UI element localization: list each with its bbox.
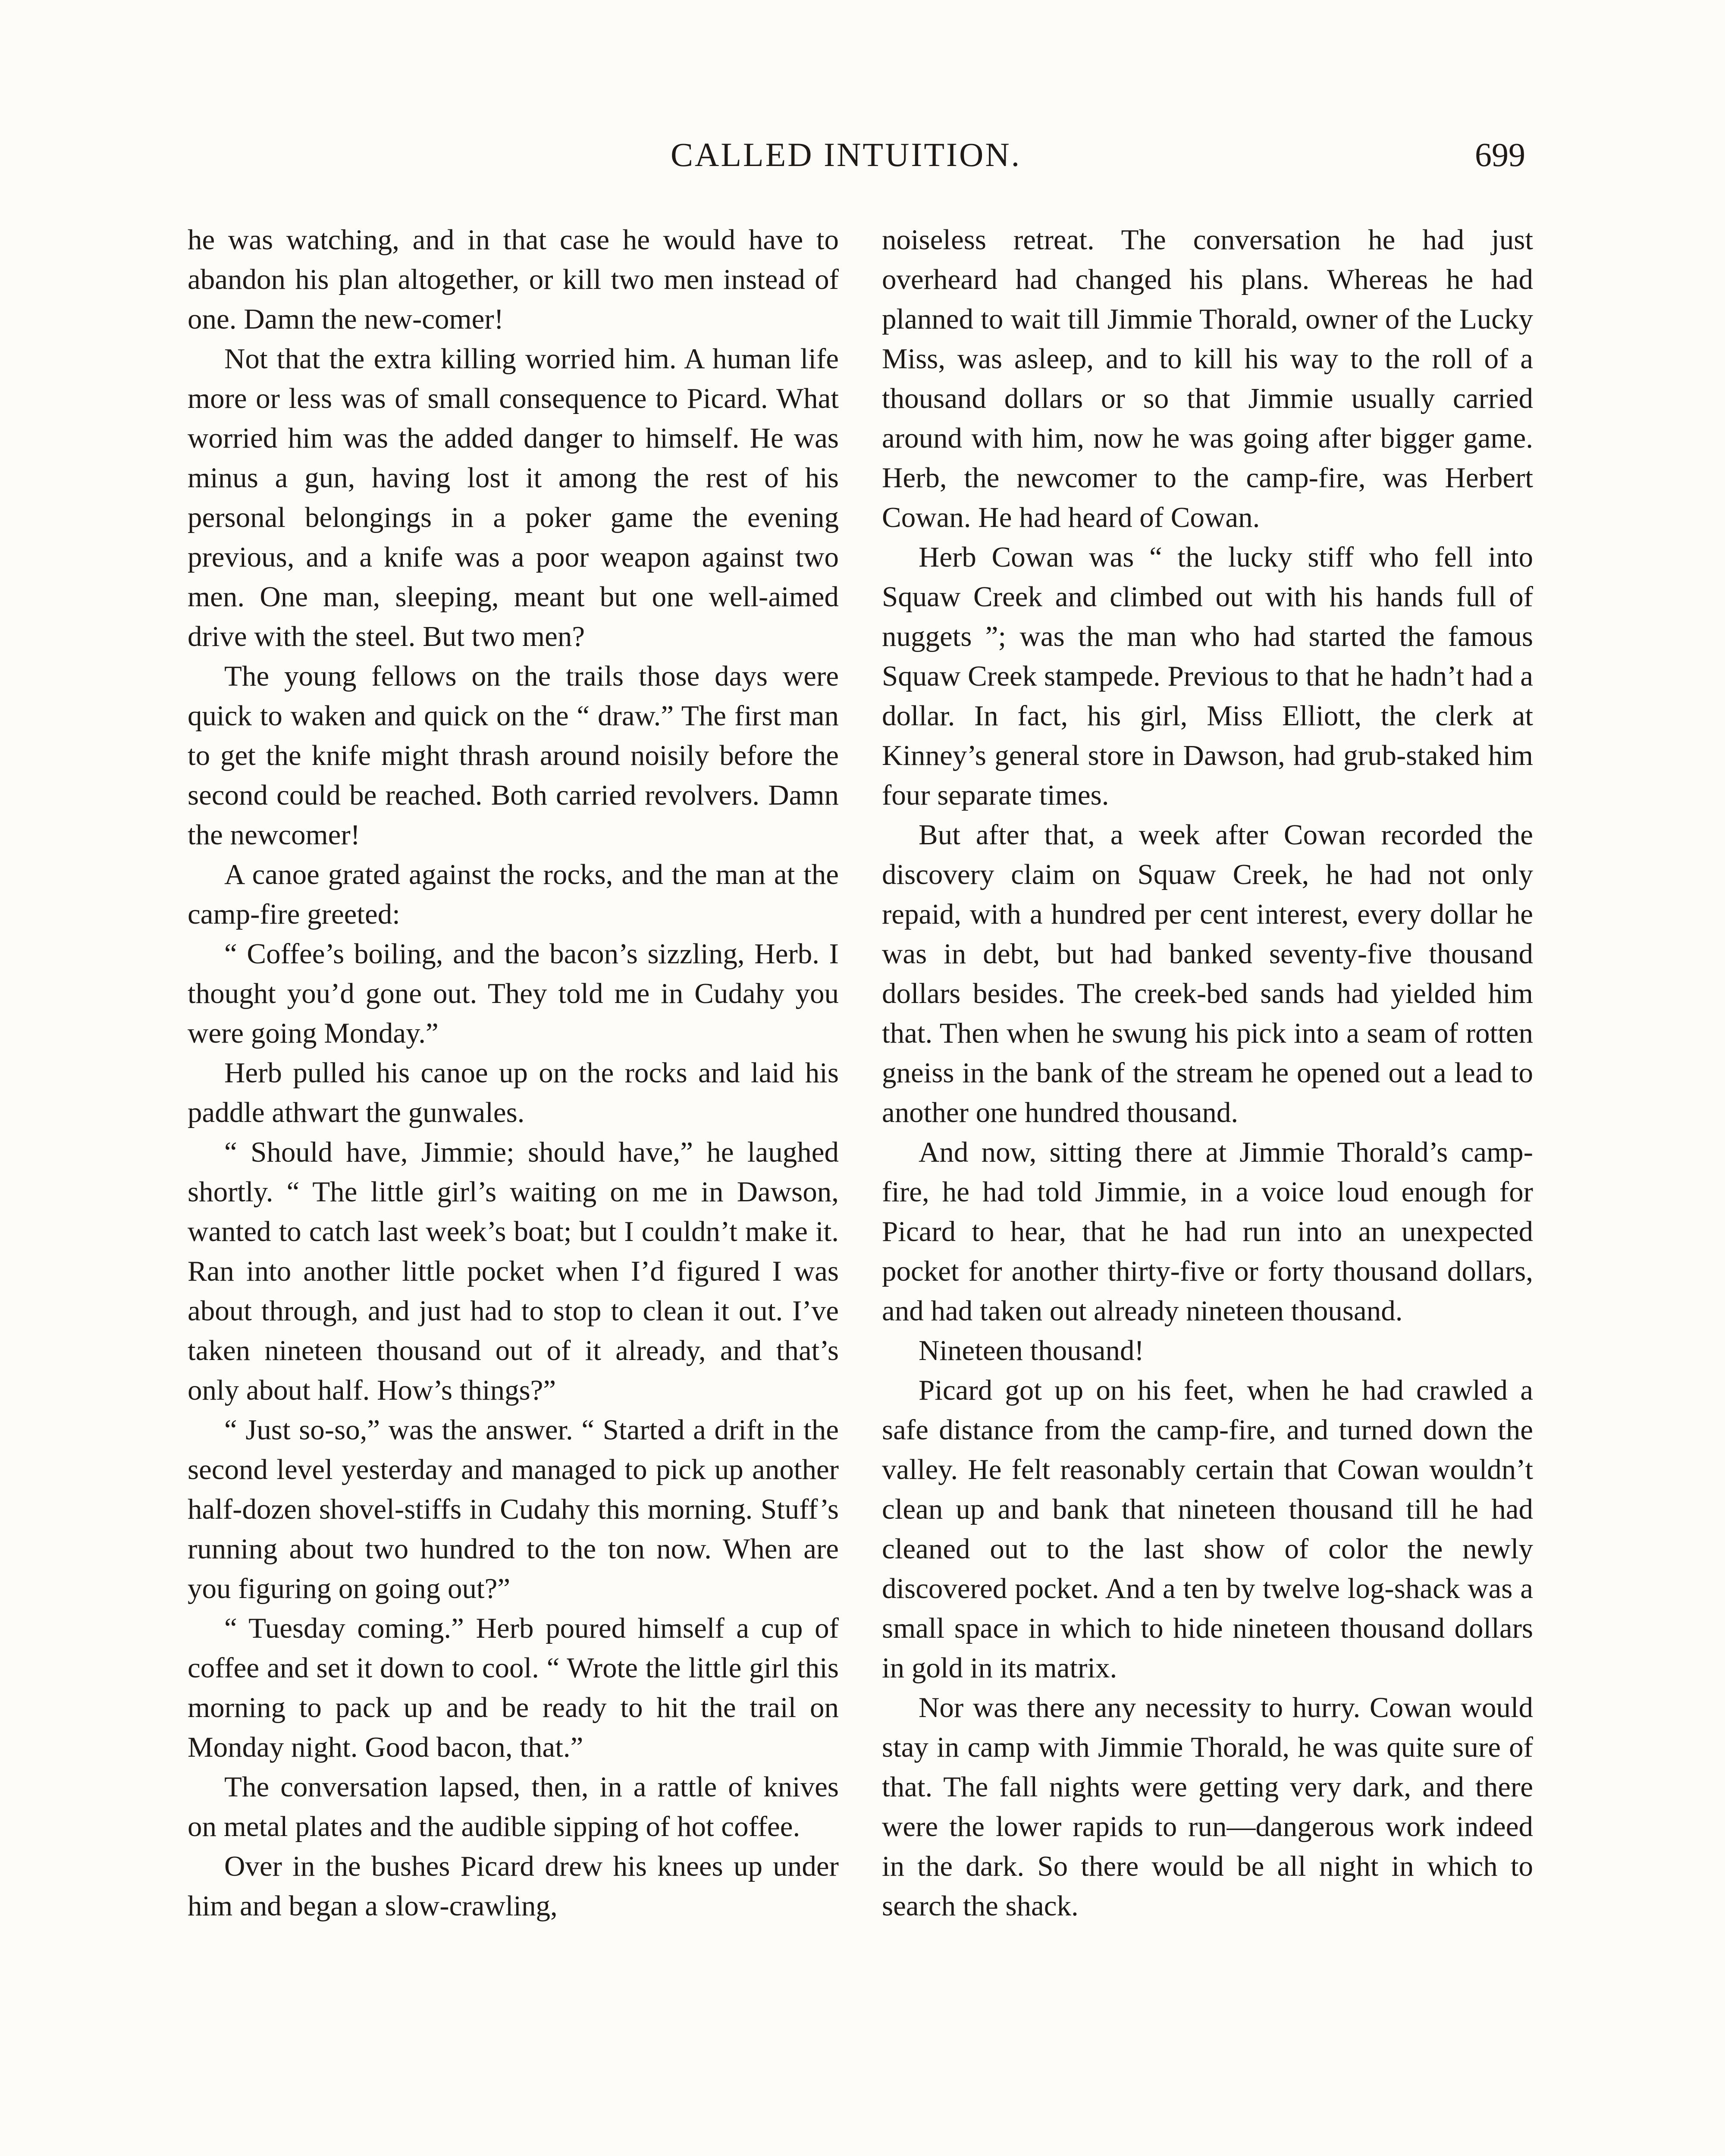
paragraph: he was watching, and in that case he would have to abandon his plan altogether, or kill two men instead of one. Damn the new-comer! <box>188 224 839 335</box>
running-header: CALLED INTUITION. <box>671 136 1022 173</box>
paragraph: Herb pulled his canoe up on the rocks and laid his paddle athwart the gunwales. <box>188 1057 839 1128</box>
paragraph: Not that the extra killing worried him. A human life more or less was of small consequence to Picard. What worried him was the added danger to himself. He was minus a gun, having lost it among the rest of his personal belongings in a poker game the evening previous, and a knife was a poor weapon against two men. One man, sleeping, meant but one well-aimed drive with the steel. But two men? <box>188 343 839 652</box>
paragraph: But after that, a week after Cowan recorded the discovery claim on Squaw Creek, he had not only repaid, with a hundred per cent interest, every dollar he was in debt, but had banked seventy-five thousand dollars besides. The creek-bed sands had yielded him that. Then when he swung his pick into a seam of rotten gneiss in the bank of the stream he opened out a lead to another one hundred thousand. <box>882 819 1533 1128</box>
paragraph: Nineteen thousand! <box>919 1335 1144 1366</box>
paragraph: Nor was there any necessity to hurry. Cowan would stay in camp with Jimmie Thorald, he was quite sure of that. The fall nights were getting very dark, and there were the lower rapids to run—dangerous work indeed in the dark. So there would be all night in which to search the shack. <box>882 1692 1533 1922</box>
paragraph: Picard got up on his feet, when he had crawled a safe distance from the camp-fire, and turned down the valley. He felt reasonably certain that Cowan wouldn’t clean up and bank that nineteen thousand till he had cleaned out to the last show of color the newly discovered pocket. And a ten by twelve log-shack was a small space in which to hide nineteen thousand dollars in gold in its matrix. <box>882 1374 1533 1684</box>
paragraph: And now, sitting there at Jimmie Thorald’s camp-fire, he had told Jimmie, in a voice loud enough for Picard to hear, that he had run into an unexpected pocket for another thirty-five or forty thousand dollars, and had taken out already nineteen thousand. <box>882 1136 1533 1327</box>
paragraph: Over in the bushes Picard drew his knees up under him and began a slow-crawling, <box>188 1850 839 1922</box>
paragraph: “ Tuesday coming.” Herb poured himself a cup of coffee and set it down to cool. “ Wrote the little girl this morning to pack up and be ready to hit the trail on Monday night. Good bacon, that.” <box>188 1612 839 1763</box>
paragraph: “ Just so-so,” was the answer. “ Started a drift in the second level yesterday and managed to pick up another half-dozen shovel-stiffs in Cudahy this morning. Stuff’s running about two hundred to the ton now. When are you figuring on going out?” <box>188 1414 839 1604</box>
paragraph: A canoe grated against the rocks, and the man at the camp-fire greeted: <box>188 859 839 930</box>
paragraph: The conversation lapsed, then, in a rattle of knives on metal plates and the audible sipping of hot coffee. <box>188 1771 839 1843</box>
paragraph: noiseless retreat. The conversation he had just overheard had changed his plans. Whereas he had planned to wait till Jimmie Thorald, owner of the Lucky Miss, was asleep, and to kill his way to the roll of a thousand dollars or so that Jimmie usually carried around with him, now he was going after bigger game. Herb, the newcomer to the camp-fire, was Herbert Cowan. He had heard of Cowan. <box>882 224 1533 533</box>
right-column <box>882 220 1533 1926</box>
left-column <box>188 220 839 1926</box>
paragraph: Herb Cowan was “ the lucky stiff who fell into Squaw Creek and climbed out with his hands full of nuggets ”; was the man who had started the famous Squaw Creek stampede. Previous to that he hadn’t had a dollar. In fact, his girl, Miss Elliott, the clerk at Kinney’s general store in Dawson, had grub-staked him four separate times. <box>882 541 1533 811</box>
paragraph: “ Should have, Jimmie; should have,” he laughed shortly. “ The little girl’s waiting on me in Dawson, wanted to catch last week’s boat; but I couldn’t make it. Ran into another little pocket when I’d figured I was about through, and just had to stop to clean it out. I’ve taken nineteen thousand out of it already, and that’s only about half. How’s things?” <box>188 1136 839 1406</box>
page-number: 699 <box>1475 136 1525 173</box>
paragraph: The young fellows on the trails those days were quick to waken and quick on the “ draw.” The first man to get the knife might thrash around noisily before the second could be reached. Both carried revolvers. Damn the newcomer! <box>188 660 839 851</box>
paragraph: “ Coffee’s boiling, and the bacon’s sizzling, Herb. I thought you’d gone out. They told me in Cudahy you were going Monday.” <box>188 938 839 1049</box>
